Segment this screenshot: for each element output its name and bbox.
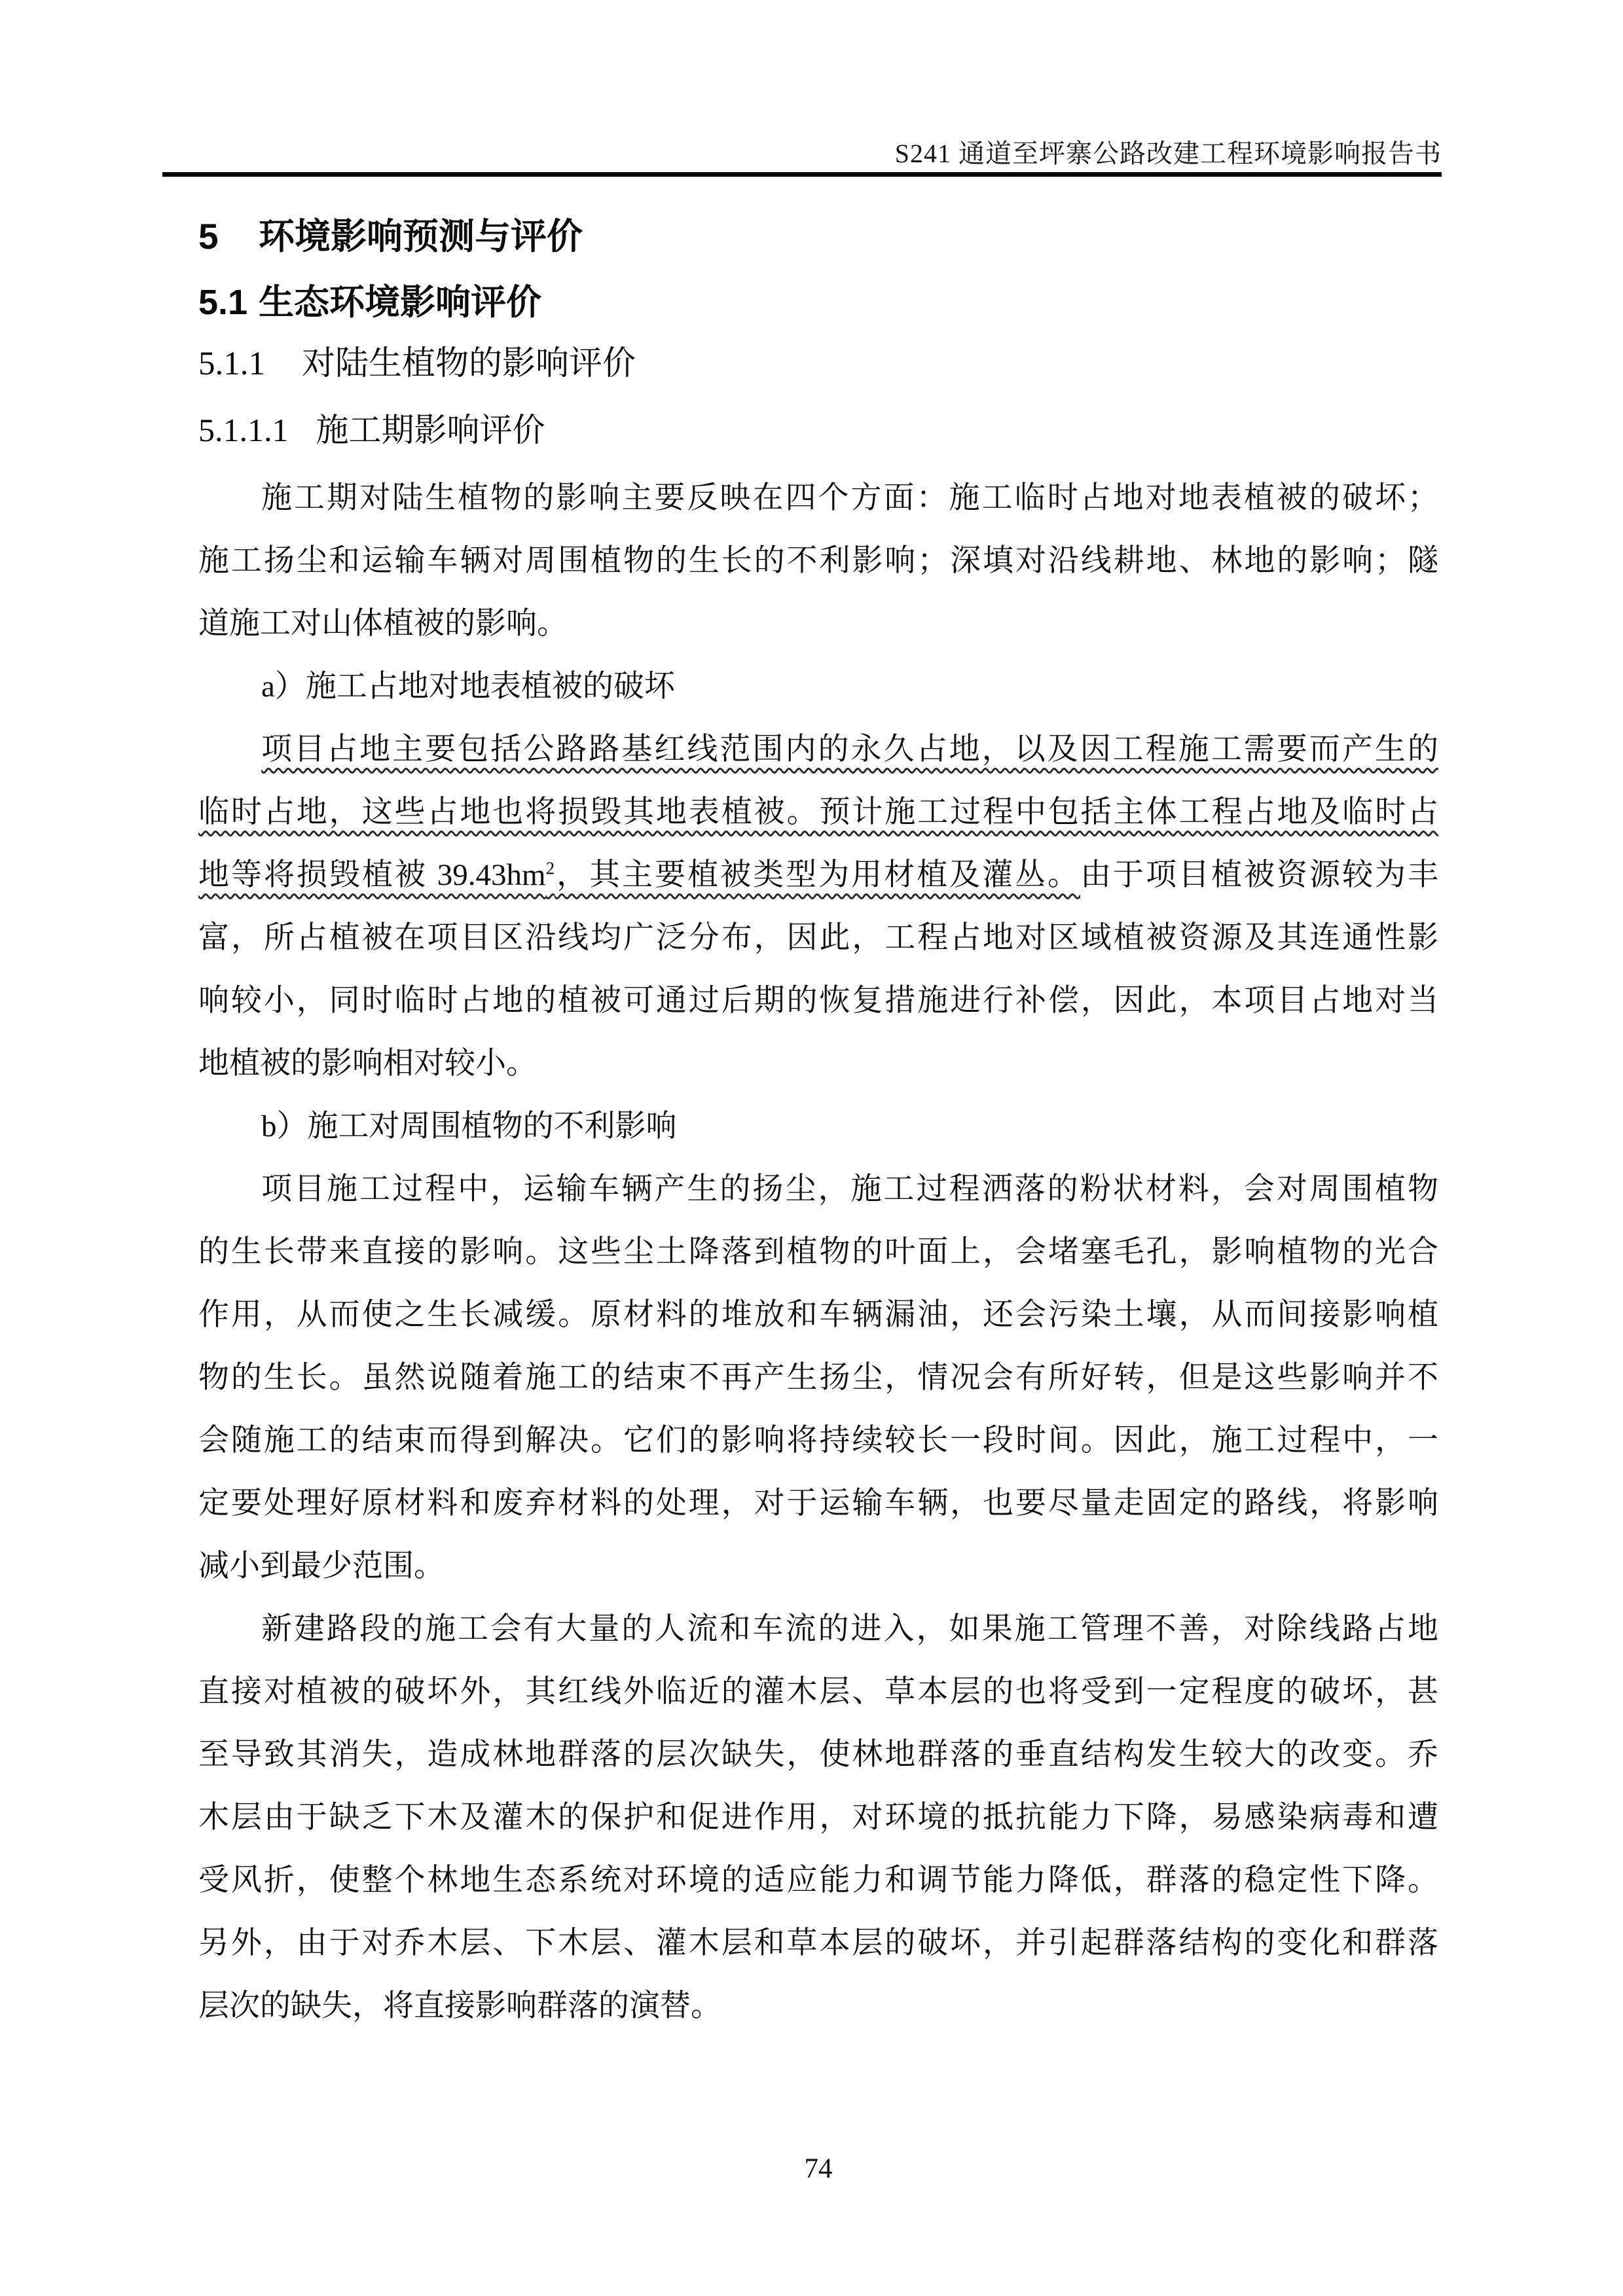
body-line [198, 781, 1438, 844]
text-run: 由于项目植被资源较为丰 [1080, 858, 1439, 892]
content [198, 467, 1438, 2037]
section-title: 施工期影响评价 [316, 412, 545, 448]
text-run: 会随施工的结束而得到解决。它们的影响将持续较长一段时间。因此，施工过程中，一 [198, 1424, 1438, 1458]
page-footer [198, 2153, 1438, 2184]
text-run: a）施工占地对地表植被的破坏 [261, 670, 675, 704]
section-number: 5.1.1.1 [198, 412, 289, 448]
text-run: 定要处理好原材料和废弃材料的处理，对于运输车辆，也要尽量走固定的路线，将影响 [198, 1486, 1438, 1520]
text-run: 新建路段的施工会有大量的人流和车流的进入，如果施工管理不善，对除线路占地 [261, 1612, 1438, 1646]
body-line [198, 969, 1438, 1032]
body-line [198, 1598, 1438, 1660]
text-run: 至导致其消失，造成林地群落的层次缺失，使林地群落的垂直结构发生较大的改变。乔 [198, 1738, 1438, 1772]
body-line [198, 1849, 1438, 1912]
body-line [198, 655, 1438, 718]
section-heading-level-2 [198, 283, 541, 321]
body-line [198, 844, 1438, 906]
text-run: 另外，由于对乔木层、下木层、灌木层和草本层的破坏，并引起群落结构的变化和群落 [198, 1926, 1438, 1960]
body-line [198, 1095, 1438, 1158]
header-rule [162, 172, 1442, 177]
body-line [198, 1975, 1438, 2037]
text-run: 减小到最少范围。 [198, 1549, 445, 1583]
body-line [198, 1472, 1438, 1535]
wavy-underlined-text: 地等将损毁植被 39.43hm [198, 858, 546, 892]
running-header-title: S241 通道至坪寨公路改建工程环境影响报告书 [894, 139, 1442, 168]
text-run: 项目施工过程中，运输车辆产生的扬尘，施工过程洒落的粉状材料，会对周围植物 [261, 1172, 1438, 1206]
body-line [198, 718, 1438, 781]
text-run: b）施工对周围植物的不利影响 [261, 1109, 677, 1143]
body-line [198, 1723, 1438, 1786]
body-line [198, 1221, 1438, 1283]
text-run: 层次的缺失，将直接影响群落的演替。 [198, 1989, 721, 2023]
body-line [198, 529, 1438, 592]
section-title: 对陆生植物的影响评价 [302, 346, 636, 382]
section-number: 5 [198, 216, 219, 257]
body-line [198, 1158, 1438, 1221]
body-line [198, 1283, 1438, 1346]
text-run: 富，所占植被在项目区沿线均广泛分布，因此，工程占地对区域植被资源及其连通性影 [198, 921, 1438, 955]
body-line [198, 1786, 1438, 1849]
text-run: 道施工对山体植被的影响。 [198, 607, 568, 641]
body-line [198, 1409, 1438, 1472]
section-title: 生态环境影响评价 [259, 283, 541, 322]
superscript: 2 [545, 858, 555, 878]
section-number: 5.1.1 [198, 346, 265, 382]
wavy-underlined-text: 临时占地，这些占地也将损毁其地表植被。预计施工过程中包括主体工程占地及临时占 [198, 795, 1438, 829]
wavy-underlined-text [546, 858, 555, 892]
section-number: 5.1 [198, 283, 248, 322]
page-number: 74 [804, 2153, 833, 2184]
section-heading-level-3 [198, 346, 636, 382]
text-run: 物的生长。虽然说随着施工的结束不再产生扬尘，情况会有所好转，但是这些影响并不 [198, 1361, 1438, 1395]
wavy-underlined-text: 项目占地主要包括公路路基红线范围内的永久占地，以及因工程施工需要而产生的 [261, 732, 1438, 766]
text-run: 木层由于缺乏下木及灌木的保护和促进作用，对环境的抵抗能力下降，易感染病毒和遭 [198, 1801, 1438, 1835]
text-run: 地植被的影响相对较小。 [198, 1047, 537, 1081]
body-line [198, 1346, 1438, 1409]
body-line [198, 1912, 1438, 1975]
wavy-underlined-text: ，其主要植被类型为用材植及灌丛。 [555, 858, 1081, 892]
text-run: 施工期对陆生植物的影响主要反映在四个方面：施工临时占地对地表植被的破坏； [261, 481, 1438, 515]
text-run: 直接对植被的破坏外，其红线外临近的灌木层、草本层的也将受到一定程度的破坏，甚 [198, 1675, 1438, 1709]
section-heading-level-4 [198, 412, 545, 448]
text-run: 的生长带来直接的影响。这些尘土降落到植物的叶面上，会堵塞毛孔，影响植物的光合 [198, 1235, 1438, 1269]
body-line [198, 1032, 1438, 1095]
body-line [198, 1535, 1438, 1598]
text-run: 作用，从而使之生长减缓。原材料的堆放和车辆漏油，还会污染土壤，从而间接影响植 [198, 1298, 1438, 1332]
text-run: 受风折，使整个林地生态系统对环境的适应能力和调节能力降低，群落的稳定性下降。 [198, 1863, 1438, 1897]
text-run: 施工扬尘和运输车辆对周围植物的生长的不利影响；深填对沿线耕地、林地的影响；隧 [198, 544, 1438, 578]
body-line [198, 1660, 1438, 1723]
body-line [198, 467, 1438, 529]
text-run: 响较小，同时临时占地的植被可通过后期的恢复措施进行补偿，因此，本项目占地对当 [198, 984, 1438, 1018]
body-line [198, 592, 1438, 655]
section-heading-level-1 [198, 217, 583, 256]
body-line [198, 906, 1438, 969]
section-title: 环境影响预测与评价 [259, 216, 583, 257]
